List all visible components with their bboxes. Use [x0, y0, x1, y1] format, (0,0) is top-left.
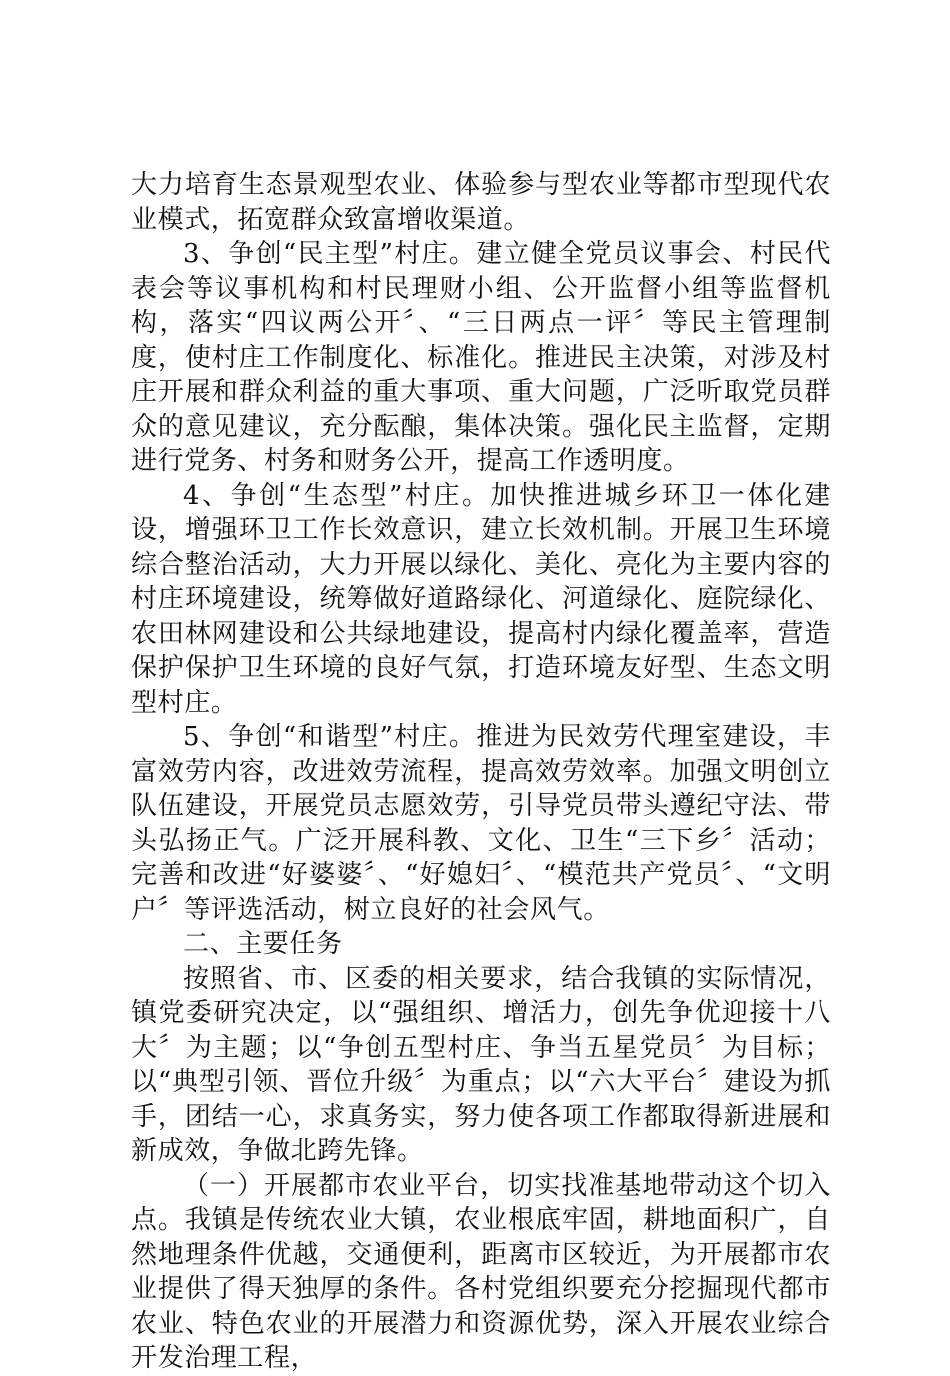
paragraph-urban-agriculture: （一）开展都市农业平台，切实找准基地带动这个切入点。我镇是传统农业大镇，农业根底牢固，耕地面积广，自然地理条件优越，交通便利，距离市区较近，为开展都市农业提供了得天独厚的条件。各村党组织要充分挖掘现代都市农业、特色农业的开展潜力和资源优势，深入开展农业综合开发治理工程，	[131, 1170, 831, 1373]
paragraph-harmonious-village: 5、争创“和谐型”村庄。推进为民效劳代理室建设，丰富效劳内容，改进效劳流程，提高效劳效率。加强文明创立队伍建设，开展党员志愿效劳，引导党员带头遵纪守法、带头弘扬正气。广泛开展科教、文化、卫生“三下乡〞活动；完善和改进“好婆婆〞、“好媳妇〞、“模范共产党员〞、“文明户〞等评选活动，树立良好的社会风气。	[131, 722, 831, 925]
document-body	[131, 168, 831, 1376]
paragraph-democratic-village: 3、争创“民主型”村庄。建立健全党员议事会、村民代表会等议事机构和村民理财小组、公开监督小组等监督机构，落实“四议两公开〞、“三日两点一评〞等民主管理制度，使村庄工作制度化、标准化。推进民主决策，对涉及村庄开展和群众利益的重大事项、重大问题，广泛听取党员群众的意见建议，充分酝酿，集体决策。强化民主监督，定期进行党务、村务和财务公开，提高工作透明度。	[131, 239, 831, 476]
section-heading-main-tasks: 二、主要任务	[183, 929, 343, 959]
paragraph-ecological-village: 4、争创“生态型”村庄。加快推进城乡环卫一体化建设，增强环卫工作长效意识，建立长效机制。开展卫生环境综合整治活动，大力开展以绿化、美化、亮化为主要内容的村庄环境建设，统筹做好道路绿化、河道绿化、庭院绿化、农田林网建设和公共绿地建设，提高村内绿化覆盖率，营造保护保护卫生环境的良好气氛，打造环境友好型、生态文明型村庄。	[131, 480, 831, 718]
paragraph-main-tasks: 按照省、市、区委的相关要求，结合我镇的实际情况，镇党委研究决定，以“强组织、增活力，创先争优迎接十八大〞为主题；以“争创五型村庄、争当五星党员〞为目标；以“典型引领、晋位升级〞为重点；以“六大平台〞建设为抓手，团结一心，求真务实，努力使各项工作都取得新进展和新成效，争做北跨先锋。	[131, 963, 831, 1166]
paragraph-continuation: 大力培育生态景观型农业、体验参与型农业等都市型现代农业模式，拓宽群众致富增收渠道。	[131, 170, 831, 235]
